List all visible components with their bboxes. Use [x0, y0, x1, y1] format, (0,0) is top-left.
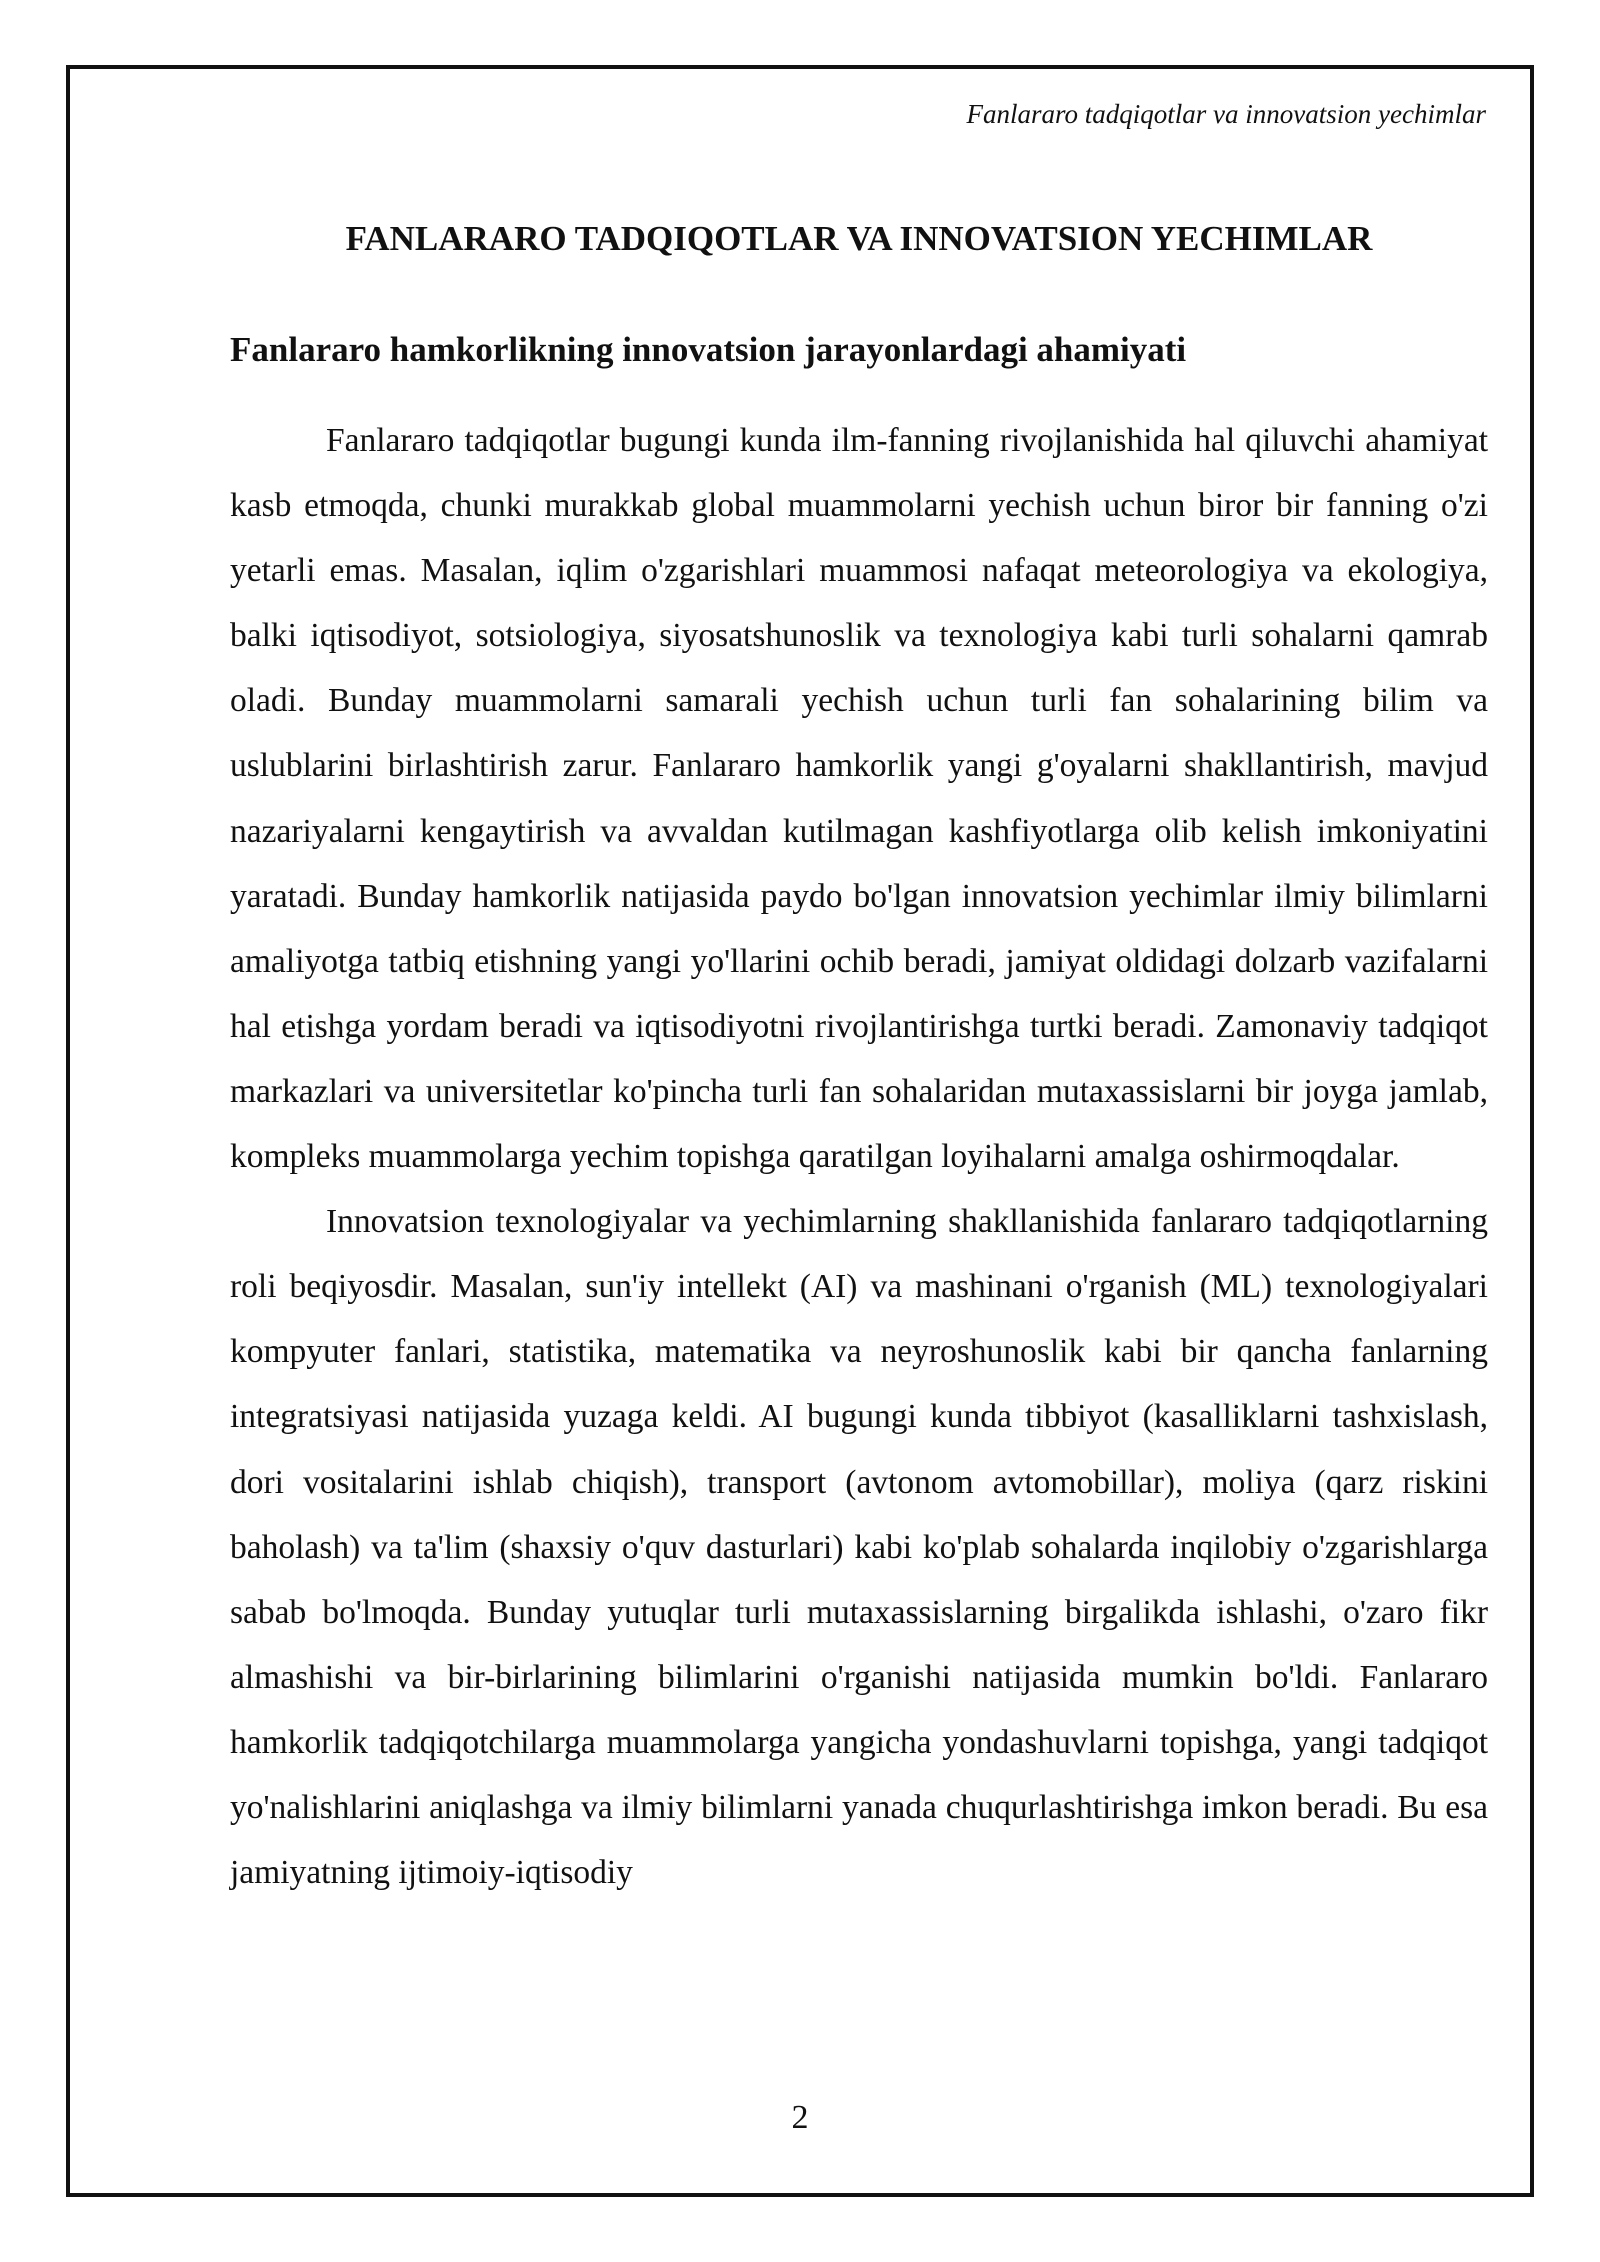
paragraph-1: Fanlararo tadqiqotlar bugungi kunda ilm-fanning rivojlanishida hal qiluvchi ahamiyat kasb etmoqda, chunki murakkab global muammolarni yechish uchun biror bir fanning o'zi yetarli emas. Masalan, iqlim o'zgarishlari muammosi nafaqat meteorologiya va ekologiya, balki iqtisodiyot, sotsiologiya, siyosatshunoslik va texnologiya kabi turli sohalarni qamrab oladi. Bunday muammolarni samarali yechish uchun turli fan sohalarining bilim va uslublarini birlashtirish zarur. Fanlararo hamkorlik yangi g'oyalarni shakllantirish, mavjud nazariyalarni kengaytirish va avvaldan kutilmagan kashfiyotlarga olib kelish imkoniyatini yaratadi. Bunday hamkorlik natijasida paydo bo'lgan innovatsion yechimlar ilmiy bilimlarni amaliyotga tatbiq etishning yangi yo'llarini ochib beradi, jamiyat oldidagi dolzarb vazifalarni hal etishga yordam beradi va iqtisodiyotni rivojlantirishga turtki beradi. Zamonaviy tadqiqot markazlari va universitetlar ko'pincha turli fan sohalaridan mutaxassislarni bir joyga jamlab, kompleks muammolarga yechim topishga qaratilgan loyihalarni amalga oshirmoqdalar.	[230, 422, 1488, 1176]
section-heading: Fanlararo hamkorlikning innovatsion jarayonlardagi ahamiyati	[230, 330, 1187, 369]
running-header: Fanlararo tadqiqotlar va innovatsion yechimlar	[966, 99, 1486, 129]
page-number: 2	[791, 2099, 809, 2136]
body-text	[230, 408, 1488, 1905]
document-title: FANLARARO TADQIQOTLAR VA INNOVATSION YECHIMLAR	[345, 219, 1373, 258]
paragraph-2: Innovatsion texnologiyalar va yechimlarning shakllanishida fanlararo tadqiqotlarning roli beqiyosdir. Masalan, sun'iy intellekt (AI) va mashinani o'rganish (ML) texnologiyalari kompyuter fanlari, statistika, matematika va neyroshunoslik kabi bir qancha fanlarning integratsiyasi natijasida yuzaga keldi. AI bugungi kunda tibbiyot (kasalliklarni tashxislash, dori vositalarini ishlab chiqish), transport (avtonom avtomobillar), moliya (qarz riskini baholash) va ta'lim (shaxsiy o'quv dasturlari) kabi ko'plab sohalarda inqilobiy o'zgarishlarga sabab bo'lmoqda. Bunday yutuqlar turli mutaxassislarning birgalikda ishlashi, o'zaro fikr almashishi va bir-birlarining bilimlarini o'rganishi natijasida mumkin bo'ldi. Fanlararo hamkorlik tadqiqotchilarga muammolarga yangicha yondashuvlarni topishga, yangi tadqiqot yo'nalishlarini aniqlashga va ilmiy bilimlarni yanada chuqurlashtirishga imkon beradi. Bu esa jamiyatning ijtimoiy-iqtisodiy	[230, 1203, 1488, 1892]
